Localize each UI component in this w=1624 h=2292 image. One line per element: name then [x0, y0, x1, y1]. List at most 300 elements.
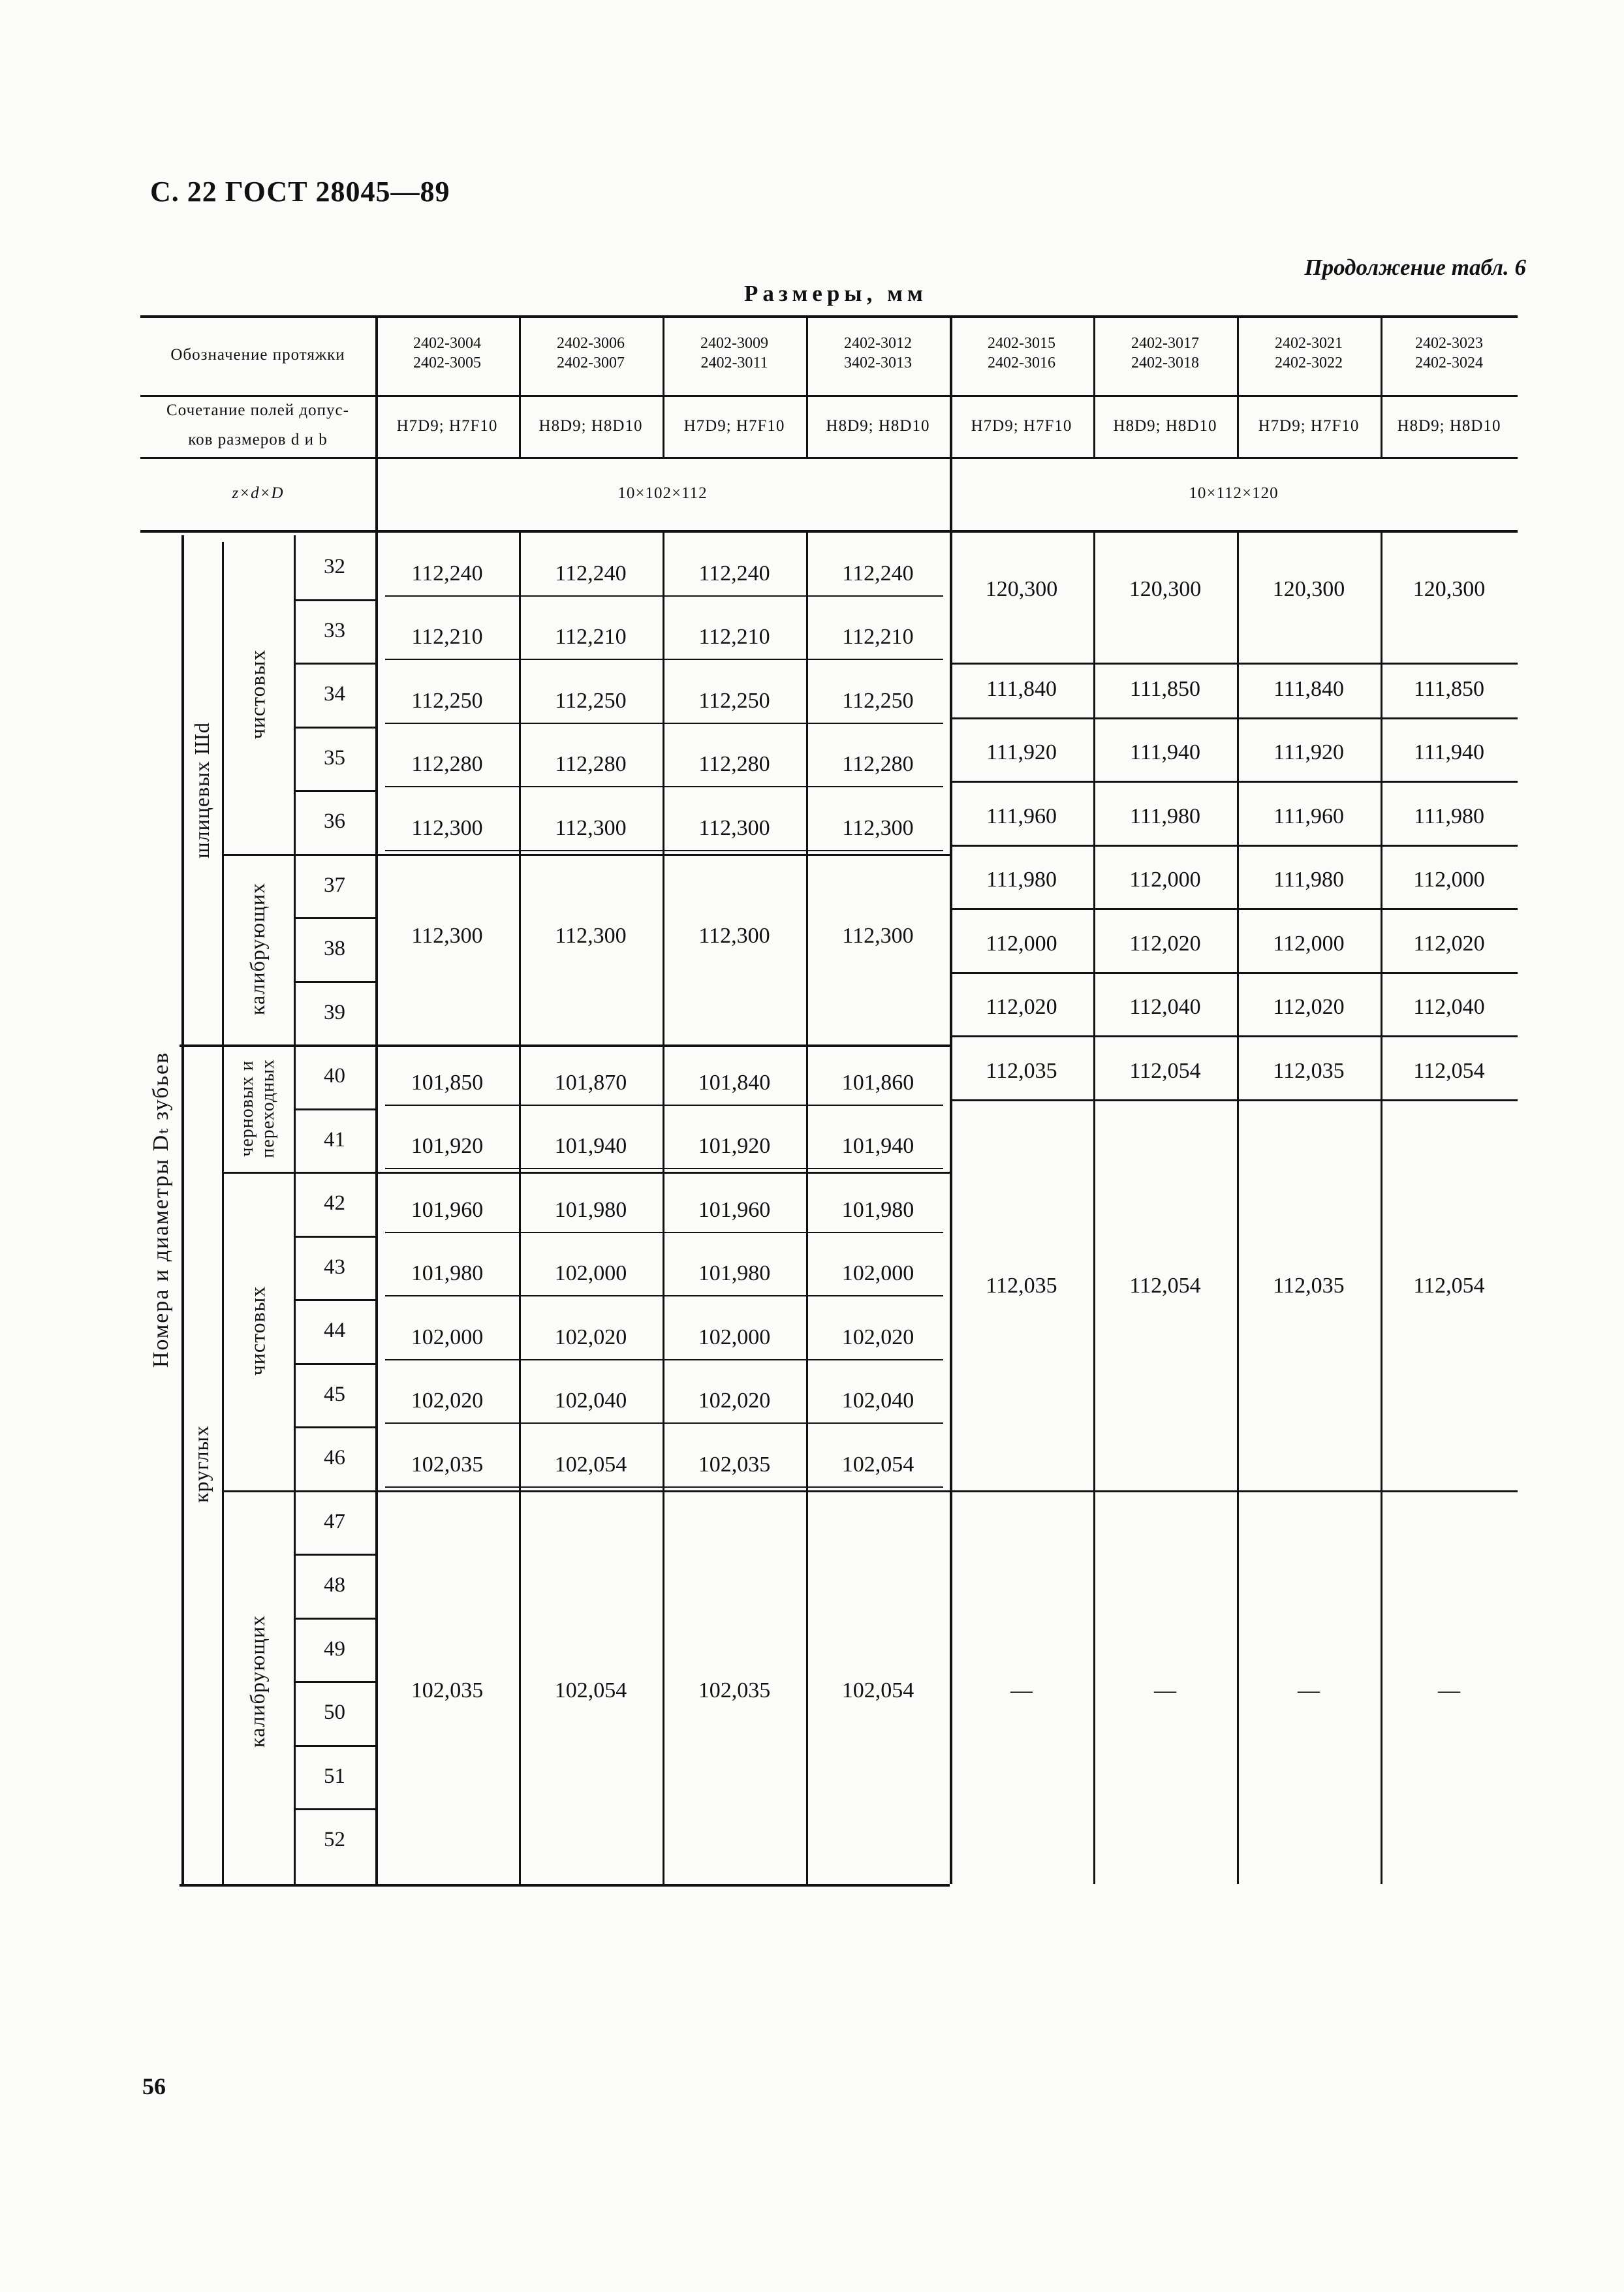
label-designation	[140, 315, 375, 395]
side-label-finishing-text: чистовых	[245, 649, 270, 740]
diameter-value-text: 101,960	[411, 1197, 484, 1222]
row-number-text: 45	[324, 1382, 345, 1406]
diameter-value	[375, 1051, 519, 1115]
row-number-text: 37	[324, 873, 345, 897]
diameter-value	[519, 854, 663, 1019]
diameter-value	[663, 796, 806, 860]
label-zdD-text: z×d×D	[232, 484, 284, 502]
diameter-value-text: 112,210	[555, 625, 627, 650]
designation-code-text: 3402-3013	[844, 354, 912, 371]
diameter-value	[1093, 1108, 1237, 1464]
diameter-value	[519, 733, 663, 797]
diameter-value	[806, 796, 950, 860]
row-number	[294, 1426, 375, 1490]
diameter-value	[950, 976, 1093, 1040]
row-number-text: 46	[324, 1446, 345, 1470]
diameter-value-text: 102,000	[698, 1325, 771, 1349]
diameter-value-text: 120,300	[1272, 576, 1345, 601]
page-number: 56	[142, 2073, 166, 2099]
diameter-value-text: 111,840	[986, 676, 1057, 701]
row-number	[294, 1044, 375, 1108]
row-number-text: 32	[324, 555, 345, 579]
side-label-round-text: круглых	[189, 1425, 213, 1503]
diameter-value-text: 102,035	[698, 1452, 771, 1477]
diameter-value-text: 112,020	[1129, 931, 1201, 956]
diameter-value	[663, 669, 806, 733]
diameter-value	[375, 1115, 519, 1179]
diameter-value-text: 112,280	[842, 752, 914, 777]
diameter-value-text: 112,000	[986, 931, 1057, 956]
diameter-value-text: 101,850	[411, 1070, 484, 1095]
designation-code	[519, 333, 663, 354]
diameter-value	[950, 849, 1093, 913]
diameter-value-text: 101,980	[411, 1261, 484, 1286]
diameter-value-text: 112,300	[842, 815, 914, 840]
side-label-calibrating-text: калибрующих	[245, 883, 270, 1016]
page-header: С. 22 ГОСТ 28045—89	[150, 176, 450, 208]
diameter-value-text: 102,035	[698, 1678, 771, 1703]
diameter-value-text: 112,300	[698, 923, 770, 948]
diameter-value-text: 111,980	[1414, 804, 1484, 828]
diameter-value	[950, 721, 1093, 785]
diameter-value	[806, 1178, 950, 1242]
diameter-value	[806, 606, 950, 670]
row-number-text: 51	[324, 1764, 345, 1788]
row-number-text: 34	[324, 682, 345, 706]
label-tolerance-line2-text: ков размеров d и b	[188, 431, 328, 448]
diameter-value	[806, 1433, 950, 1497]
diameter-value-text: 112,000	[1273, 931, 1345, 956]
row-number	[294, 1681, 375, 1745]
tolerance-combo	[375, 395, 519, 457]
diameter-value-text: 112,054	[1413, 1058, 1485, 1083]
diameter-value	[375, 854, 519, 1019]
diameter-value	[1237, 976, 1381, 1040]
designation-code	[375, 333, 519, 354]
designation-code	[1381, 353, 1518, 373]
row-number-text: 33	[324, 618, 345, 642]
tolerance-combo	[1237, 395, 1381, 457]
diameter-value-text: 112,300	[411, 923, 483, 948]
zdD-value-text: 10×102×112	[617, 484, 708, 502]
right-rule	[950, 972, 1518, 974]
diameter-value	[663, 1490, 806, 1892]
units-caption: Размеры, мм	[744, 281, 928, 306]
tolerance-combo-text: H7D9; H7F10	[971, 416, 1072, 435]
designation-code	[663, 333, 806, 354]
right-rule	[950, 1099, 1518, 1101]
diameter-value-text: 111,850	[1130, 676, 1200, 701]
row-number	[294, 1108, 375, 1172]
diameter-value-text: 102,020	[841, 1325, 914, 1349]
side-label-rough	[222, 1044, 294, 1172]
diameter-value-text: 120,300	[1129, 576, 1202, 601]
diameter-value-text: 112,040	[1129, 995, 1201, 1020]
diameter-value-text: 101,980	[841, 1197, 914, 1222]
diameter-value-text: 112,240	[555, 561, 627, 586]
designation-code-text: 2402-3005	[413, 354, 481, 371]
diameter-value-text: 111,920	[1273, 740, 1344, 765]
diameter-value	[663, 1178, 806, 1242]
diameter-value	[375, 796, 519, 860]
side-label-finishing	[222, 1172, 294, 1490]
diameter-value-text: 102,020	[554, 1325, 627, 1349]
side-label-finishing-text: чистовых	[245, 1285, 270, 1376]
diameter-value	[519, 1306, 663, 1370]
diameter-value-text: 112,020	[986, 995, 1057, 1020]
diameter-value	[663, 606, 806, 670]
tolerance-combo	[663, 395, 806, 457]
row-number	[294, 535, 375, 599]
row-number	[294, 663, 375, 727]
diameter-value	[519, 1051, 663, 1115]
diameter-value	[663, 1242, 806, 1306]
diameter-value	[1381, 657, 1518, 721]
row-number-text: 49	[324, 1637, 345, 1661]
diameter-value-text: 102,054	[841, 1452, 914, 1477]
label-designation-text: Обозначение протяжки	[170, 346, 345, 364]
diameter-value	[519, 1433, 663, 1497]
dash-value-text: —	[1438, 1678, 1460, 1703]
tolerance-combo	[1093, 395, 1237, 457]
diameter-value	[1237, 849, 1381, 913]
tolerance-combo-text: H8D9; H8D10	[826, 416, 930, 435]
side-label-calibrating-text: калибрующих	[245, 1614, 270, 1748]
diameter-value-text: 112,300	[698, 815, 770, 840]
diameter-value-text: 101,940	[554, 1134, 627, 1159]
designation-code-text: 2402-3012	[844, 335, 912, 352]
diameter-value	[950, 785, 1093, 849]
label-tolerance-line1	[140, 395, 375, 426]
diameter-value-text: 112,040	[1413, 995, 1485, 1020]
diameter-value	[375, 1370, 519, 1434]
diameter-value-text: 111,960	[1273, 804, 1344, 828]
diameter-value-text: 112,210	[411, 625, 483, 650]
diameter-value	[1237, 535, 1381, 643]
diameter-value	[1381, 785, 1518, 849]
diameter-value-text: 111,980	[1130, 804, 1200, 828]
diameter-value-text: 101,870	[554, 1070, 627, 1095]
designation-code-text: 2402-3017	[1131, 335, 1199, 352]
right-rule	[950, 717, 1518, 719]
designation-code	[519, 353, 663, 373]
diameter-value	[1381, 721, 1518, 785]
row-number	[294, 1618, 375, 1682]
diameter-value	[663, 1051, 806, 1115]
designation-code	[1381, 333, 1518, 354]
diameter-value	[519, 542, 663, 606]
side-label-calibrating	[222, 854, 294, 1045]
diameter-value	[519, 1242, 663, 1306]
diameter-value	[1237, 1039, 1381, 1103]
side-label-main-text: Номера и диаметры Dₜ зубьев	[149, 1051, 174, 1368]
designation-code	[950, 333, 1093, 354]
diameter-value	[663, 1306, 806, 1370]
diameter-value-text: 101,960	[698, 1197, 771, 1222]
tolerance-combo	[519, 395, 663, 457]
label-zdD	[140, 457, 375, 530]
tolerance-combo-text: H8D9; H8D10	[1397, 416, 1501, 435]
diameter-value	[806, 1115, 950, 1179]
diameter-value	[806, 733, 950, 797]
diameter-value-text: 112,300	[411, 815, 483, 840]
side-label-spline-text: шлицевых Шd	[189, 721, 213, 858]
row-number-text: 40	[324, 1064, 345, 1088]
diameter-value-text: 112,210	[698, 625, 770, 650]
designation-code	[806, 333, 950, 354]
designation-code	[1093, 353, 1237, 373]
diameter-value	[1093, 721, 1237, 785]
row-number	[294, 917, 375, 981]
right-rule	[950, 781, 1518, 783]
diameter-value-text: 111,940	[1130, 740, 1200, 765]
dash-value	[1381, 1490, 1518, 1892]
tolerance-combo	[806, 395, 950, 457]
diameter-value	[519, 1490, 663, 1892]
diameter-value-text: 102,020	[698, 1389, 771, 1413]
row-number	[294, 1363, 375, 1427]
diameter-value-text: 112,300	[842, 923, 914, 948]
designation-code-text: 2402-3007	[557, 354, 625, 371]
row-number-text: 42	[324, 1191, 345, 1216]
diameter-value	[806, 1490, 950, 1892]
row-number-text: 43	[324, 1255, 345, 1279]
diameter-value-text: 112,000	[1129, 868, 1201, 892]
diameter-value	[1093, 849, 1237, 913]
row-number-text: 44	[324, 1319, 345, 1343]
row-number-text: 36	[324, 809, 345, 834]
row-number	[294, 599, 375, 663]
designation-code	[1093, 333, 1237, 354]
diameter-value-text: 111,940	[1414, 740, 1484, 765]
designation-code-text: 2402-3015	[988, 335, 1055, 352]
diameter-value-text: 102,000	[841, 1261, 914, 1286]
diameter-value-text: 101,860	[841, 1070, 914, 1095]
diameter-value	[519, 1370, 663, 1434]
diameter-value	[663, 1433, 806, 1497]
diameter-value	[663, 1370, 806, 1434]
dash-value	[950, 1490, 1093, 1892]
row-number-text: 41	[324, 1127, 345, 1152]
row-number-text: 38	[324, 937, 345, 961]
designation-code-text: 2402-3021	[1275, 335, 1343, 352]
tolerance-combo-text: H8D9; H8D10	[1113, 416, 1217, 435]
dash-value-text: —	[1298, 1678, 1320, 1703]
diameter-value	[663, 854, 806, 1019]
diameter-value	[1093, 976, 1237, 1040]
diameter-value	[950, 535, 1093, 643]
diameter-value	[806, 669, 950, 733]
designation-code	[375, 353, 519, 373]
diameter-value	[806, 854, 950, 1019]
designation-code-text: 2402-3022	[1275, 354, 1343, 371]
diameter-value-text: 112,054	[1129, 1058, 1201, 1083]
row-number-text: 50	[324, 1701, 345, 1725]
dash-value-text: —	[1010, 1678, 1033, 1703]
diameter-value	[1093, 1039, 1237, 1103]
diameter-value-text: 112,035	[1273, 1274, 1345, 1298]
tolerance-combo	[950, 395, 1093, 457]
diameter-value-text: 101,940	[841, 1134, 914, 1159]
diameter-value	[375, 1433, 519, 1497]
diameter-value	[806, 542, 950, 606]
diameter-value	[375, 606, 519, 670]
side-label-finishing	[222, 535, 294, 854]
diameter-value-text: 112,250	[555, 688, 627, 713]
diameter-value	[1237, 657, 1381, 721]
tolerance-combo	[1381, 395, 1518, 457]
designation-code-text: 2402-3018	[1131, 354, 1199, 371]
tolerance-combo-text: H8D9; H8D10	[539, 416, 643, 435]
tolerance-combo-text: H7D9; H7F10	[1258, 416, 1360, 435]
diameter-value	[1237, 785, 1381, 849]
right-rule	[950, 908, 1518, 910]
diameter-value-text: 111,850	[1414, 676, 1484, 701]
diameter-value	[1381, 535, 1518, 643]
diameter-value-text: 112,250	[698, 688, 770, 713]
row-number-text: 35	[324, 746, 345, 770]
diameter-value	[950, 657, 1093, 721]
diameter-value-text: 112,035	[986, 1058, 1057, 1083]
diameter-value	[806, 1242, 950, 1306]
diameter-value-text: 101,980	[554, 1197, 627, 1222]
diameter-value-text: 112,280	[555, 752, 627, 777]
designation-code	[1237, 333, 1381, 354]
designation-code	[806, 353, 950, 373]
zdD-value-text: 10×112×120	[1189, 484, 1279, 502]
diameter-value	[806, 1051, 950, 1115]
diameter-value-text: 111,960	[986, 804, 1057, 828]
diameter-value-text: 111,920	[986, 740, 1057, 765]
right-rule	[950, 845, 1518, 847]
diameter-value-text: 112,240	[842, 561, 914, 586]
label-tolerance-line1-text: Сочетание полей допус-	[166, 401, 349, 419]
diameter-value-text: 101,840	[698, 1070, 771, 1095]
diameter-value	[663, 542, 806, 606]
diameter-value-text: 112,240	[411, 561, 483, 586]
diameter-value-text: 102,035	[411, 1452, 484, 1477]
right-rule	[950, 1035, 1518, 1037]
diameter-value	[519, 669, 663, 733]
diameter-value	[1381, 1039, 1518, 1103]
diameter-value-text: 112,250	[411, 688, 483, 713]
diameter-value	[1237, 1108, 1381, 1464]
diameter-value	[1237, 912, 1381, 976]
diameter-value	[519, 606, 663, 670]
row-number-text: 48	[324, 1573, 345, 1597]
diameter-value-text: 102,000	[554, 1261, 627, 1286]
diameter-value	[375, 1178, 519, 1242]
diameter-value	[950, 1039, 1093, 1103]
row-number	[294, 1808, 375, 1872]
diameter-value-text: 112,054	[1413, 1274, 1485, 1298]
diameter-value-text: 112,280	[698, 752, 770, 777]
diameter-value	[375, 1242, 519, 1306]
designation-code-text: 2402-3009	[700, 335, 768, 352]
diameter-value	[1381, 849, 1518, 913]
row-number	[294, 854, 375, 918]
diameter-value-text: 101,980	[698, 1261, 771, 1286]
designation-code	[950, 353, 1093, 373]
diameter-value-text: 111,980	[986, 868, 1057, 892]
diameter-value	[950, 912, 1093, 976]
diameter-value	[375, 1490, 519, 1892]
diameter-value-text: 102,000	[411, 1325, 484, 1349]
diameter-value	[375, 733, 519, 797]
diameter-value	[1381, 1108, 1518, 1464]
diameter-value-text: 112,054	[1129, 1274, 1201, 1298]
row-number	[294, 1236, 375, 1300]
diameter-value	[806, 1306, 950, 1370]
zdD-value	[950, 457, 1518, 530]
diameter-value	[663, 733, 806, 797]
dash-value	[1093, 1490, 1237, 1892]
diameter-value-text: 111,980	[1273, 868, 1344, 892]
side-label-rough-text: черновых и переходных	[237, 1058, 279, 1158]
designation-code-text: 2402-3004	[413, 335, 481, 352]
row-number-text: 39	[324, 1000, 345, 1024]
diameter-value	[1381, 976, 1518, 1040]
row-number	[294, 1490, 375, 1554]
diameter-value	[1093, 785, 1237, 849]
diameter-value-text: 112,300	[555, 923, 627, 948]
diameter-value-text: 112,000	[1413, 868, 1485, 892]
dash-value	[1237, 1490, 1381, 1892]
diameter-value-text: 102,054	[554, 1678, 627, 1703]
row-number	[294, 1554, 375, 1618]
diameter-value-text: 102,020	[411, 1389, 484, 1413]
side-label-calibrating	[222, 1490, 294, 1872]
dash-value-text: —	[1154, 1678, 1176, 1703]
designation-code-text: 2402-3011	[700, 354, 768, 371]
header-bottom-rule	[140, 530, 1518, 533]
designation-code	[663, 353, 806, 373]
side-label-round	[181, 1044, 222, 1884]
diameter-value-text: 112,300	[555, 815, 627, 840]
diameter-value-text: 101,920	[698, 1134, 771, 1159]
side-label-spline	[181, 535, 222, 1044]
diameter-value	[519, 1115, 663, 1179]
table-continuation-note: Продолжение табл. 6	[1304, 255, 1526, 280]
diameter-value	[519, 1178, 663, 1242]
diameter-value-text: 112,035	[986, 1274, 1057, 1298]
diameter-value	[375, 669, 519, 733]
diameter-value-text: 112,250	[842, 688, 914, 713]
diameter-value	[519, 796, 663, 860]
diameter-value-text: 112,035	[1273, 1058, 1345, 1083]
row-number-text: 52	[324, 1828, 345, 1852]
label-tolerance-line2	[140, 424, 375, 456]
diameter-value-text: 120,300	[985, 576, 1058, 601]
row-number	[294, 981, 375, 1045]
diameter-value-text: 102,040	[841, 1389, 914, 1413]
side-label-main	[140, 535, 181, 1884]
row-number	[294, 727, 375, 791]
row-number	[294, 1745, 375, 1809]
diameter-value	[375, 542, 519, 606]
diameter-value-text: 112,210	[842, 625, 914, 650]
tolerance-combo-text: H7D9; H7F10	[396, 416, 498, 435]
designation-code-text: 2402-3016	[988, 354, 1055, 371]
diameter-value-text: 112,020	[1273, 995, 1345, 1020]
diameter-value	[1093, 535, 1237, 643]
designation-code-text: 2402-3023	[1415, 335, 1483, 352]
diameter-value	[375, 1306, 519, 1370]
diameter-value-text: 102,035	[411, 1678, 484, 1703]
diameter-value	[806, 1370, 950, 1434]
diameter-value-text: 112,020	[1413, 931, 1485, 956]
diameter-value	[663, 1115, 806, 1179]
